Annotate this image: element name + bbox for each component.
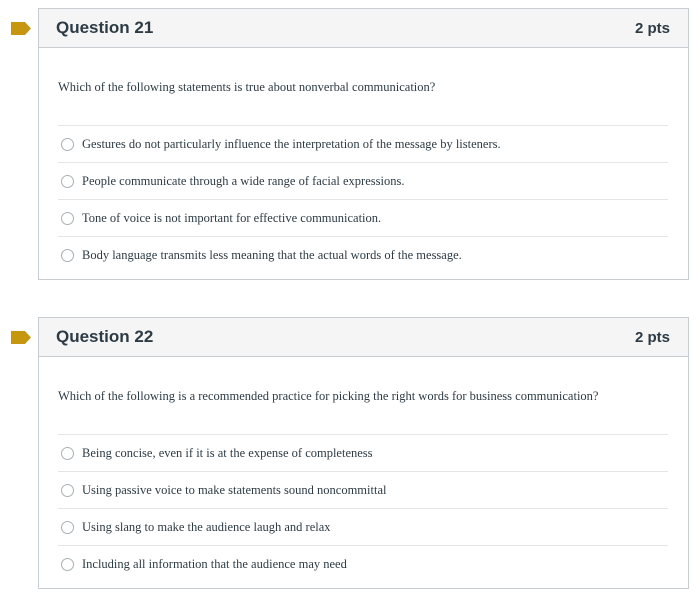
radio-button[interactable] <box>61 521 74 534</box>
radio-button[interactable] <box>61 212 74 225</box>
answer-list <box>58 125 668 274</box>
question-22 <box>38 317 689 589</box>
flag-icon[interactable] <box>11 22 31 35</box>
flag-icon[interactable] <box>11 331 31 344</box>
answer-label[interactable]: Using slang to make the audience laugh and relax <box>82 519 331 534</box>
radio-button[interactable] <box>61 175 74 188</box>
question-text: Which of the following statements is true about nonverbal communication? <box>58 80 436 94</box>
answer-option[interactable] <box>58 435 668 472</box>
question-header <box>39 318 688 357</box>
answer-label[interactable]: Being concise, even if it is at the expense of completeness <box>82 445 373 460</box>
answer-label[interactable]: Including all information that the audience may need <box>82 557 347 571</box>
question-points: 2 pts <box>634 19 670 37</box>
radio-button[interactable] <box>61 484 74 497</box>
question-text: Which of the following is a recommended practice for picking the right words for business communication? <box>58 389 599 403</box>
answer-list <box>58 434 668 583</box>
answer-option[interactable] <box>58 546 668 583</box>
radio-button[interactable] <box>61 249 74 262</box>
question-points: 2 pts <box>634 328 670 346</box>
question-title: Question 21 <box>56 18 154 37</box>
answer-label[interactable]: People communicate through a wide range of facial expressions. <box>82 173 405 188</box>
answer-label[interactable]: Body language transmits less meaning that the actual words of the message. <box>82 248 462 262</box>
answer-option[interactable] <box>58 237 668 274</box>
answer-option[interactable] <box>58 163 668 200</box>
radio-button[interactable] <box>61 447 74 460</box>
answer-option[interactable] <box>58 126 668 163</box>
answer-option[interactable] <box>58 200 668 237</box>
question-title: Question 22 <box>56 327 154 346</box>
answer-label[interactable]: Tone of voice is not important for effective communication. <box>82 210 382 225</box>
radio-button[interactable] <box>61 558 74 571</box>
radio-button[interactable] <box>61 138 74 151</box>
answer-option[interactable] <box>58 472 668 509</box>
question-header <box>39 9 688 48</box>
answer-label[interactable]: Gestures do not particularly influence the interpretation of the message by listeners. <box>82 136 501 151</box>
answer-option[interactable] <box>58 509 668 546</box>
question-21 <box>38 8 689 280</box>
answer-label[interactable]: Using passive voice to make statements sound noncommittal <box>82 482 387 497</box>
